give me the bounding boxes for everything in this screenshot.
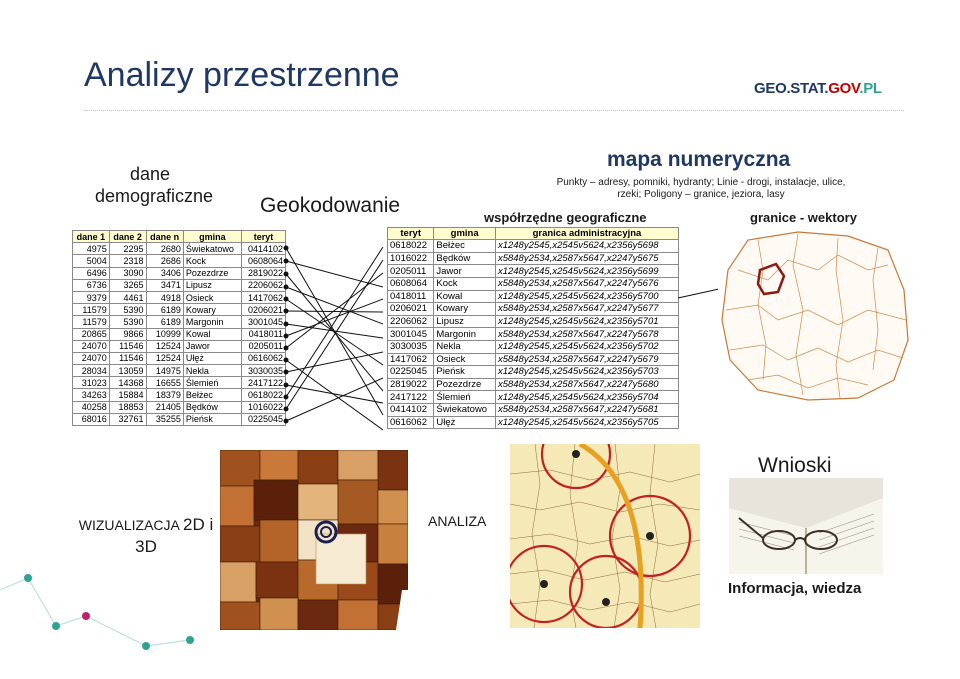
table-cell: Ułęż (183, 352, 241, 364)
table-cell: Kowal (434, 290, 496, 303)
table-cell: 3471 (146, 279, 183, 291)
table-row (388, 366, 679, 379)
table-cell: 40258 (73, 401, 110, 413)
table-cell: Nekla (434, 340, 496, 353)
wizualizacja-2d: 2D i (183, 515, 214, 534)
table-cell: 16655 (146, 377, 183, 389)
table-row (73, 243, 286, 255)
table-cell: Ułęż (434, 416, 496, 429)
table-cell: Bełżec (434, 240, 496, 253)
table-row (388, 277, 679, 290)
table-cell: 14368 (109, 377, 146, 389)
table-cell: 6496 (73, 267, 110, 279)
table-cell: x5848y2534,x2587x5647,x2247y5676 (495, 277, 678, 290)
column-header: dane 1 (73, 231, 110, 243)
table-row (388, 265, 679, 278)
slide-title: Analizy przestrzenne (84, 56, 400, 94)
mapa-numeryczna-label: mapa numeryczna (607, 148, 791, 171)
wizualizacja-label (66, 514, 226, 558)
table-cell: Jawor (183, 340, 241, 352)
table-row (73, 401, 286, 413)
wspolrzedne-label: współrzędne geograficzne (484, 210, 647, 225)
table-cell: 11579 (73, 304, 110, 316)
table-cell: 18379 (146, 389, 183, 401)
table-cell: Kowal (183, 328, 241, 340)
table-header-row (73, 231, 286, 243)
table-cell: x5848y2534,x2587x5647,x2247y5677 (495, 303, 678, 316)
decorative-network-graphic (0, 560, 220, 679)
table-row (388, 252, 679, 265)
table-cell: x1248y2545,x2545v5624,x2356y5699 (495, 265, 678, 278)
column-header: granica administracyjna (495, 228, 678, 240)
table-cell: 6189 (146, 304, 183, 316)
table-cell: 68016 (73, 413, 110, 425)
table-cell: Jawor (434, 265, 496, 278)
column-header: gmina (434, 228, 496, 240)
table-row (388, 290, 679, 303)
table-cell: 2819022 (242, 267, 286, 279)
table-cell: Osieck (183, 291, 241, 303)
table-cell: 0205011 (242, 340, 286, 352)
table-cell: 5004 (73, 255, 110, 267)
table-cell: 15884 (109, 389, 146, 401)
table-row (73, 340, 286, 352)
column-header: gmina (183, 231, 241, 243)
logo-part-pl: .PL (859, 80, 882, 97)
table-cell: 0225045 (242, 413, 286, 425)
table-cell: 3001045 (242, 316, 286, 328)
table-cell: 4975 (73, 243, 110, 255)
table-cell: 3090 (109, 267, 146, 279)
table-cell: 31023 (73, 377, 110, 389)
table-row (388, 391, 679, 404)
table-cell: 6189 (146, 316, 183, 328)
table-row (73, 352, 286, 364)
analiza-label: ANALIZA (428, 513, 487, 529)
table-cell: 0205011 (388, 265, 434, 278)
table-cell: 12524 (146, 352, 183, 364)
table-row (73, 304, 286, 316)
table-row (73, 255, 286, 267)
table-cell: 9866 (109, 328, 146, 340)
title-divider (84, 110, 904, 111)
table-cell: 1016022 (242, 401, 286, 413)
wizualizacja-3d: 3D (135, 537, 157, 556)
table-cell: 0618022 (242, 389, 286, 401)
wizualizacja-word: WIZUALIZACJA (78, 517, 180, 533)
table-cell: Margonin (434, 328, 496, 341)
table-row (388, 328, 679, 341)
column-header: dane 2 (109, 231, 146, 243)
table-row (388, 378, 679, 391)
table-cell: x1248y2545,x2545v5624,x2356y5702 (495, 340, 678, 353)
mapa-numeryczna-description: Punkty – adresy, pomniki, hydranty; Linie - drogi, instalacje, ulice, rzeki; Poligony – granice, jeziora, lasy (556, 177, 846, 200)
table-cell: 24070 (73, 340, 110, 352)
table-cell: 21405 (146, 401, 183, 413)
table-cell: Pozezdrze (183, 267, 241, 279)
geo-coordinates-table (387, 227, 679, 429)
logo-part-gov: GOV (828, 80, 860, 97)
table-row (388, 315, 679, 328)
table-cell: 2295 (109, 243, 146, 255)
table-cell: Kowary (183, 304, 241, 316)
table-row (73, 291, 286, 303)
table-row (388, 340, 679, 353)
table-cell: 18853 (109, 401, 146, 413)
table-cell: x1248y2545,x2545v5624,x2356y5705 (495, 416, 678, 429)
table-cell: Ślemień (434, 391, 496, 404)
table-cell: Lipusz (434, 315, 496, 328)
table-cell: Świekatowo (434, 403, 496, 416)
demographic-data-table (72, 230, 286, 426)
table-cell: x5848y2534,x2587x5647,x2247y5679 (495, 353, 678, 366)
table-cell: 20865 (73, 328, 110, 340)
table-cell: 9379 (73, 291, 110, 303)
table-cell: Kowary (434, 303, 496, 316)
table-cell: x5848y2534,x2587x5647,x2247y5680 (495, 378, 678, 391)
table-cell: 11579 (73, 316, 110, 328)
table-cell: Bełżec (183, 389, 241, 401)
table-cell: 2417122 (242, 377, 286, 389)
table-cell: 0414102 (242, 243, 286, 255)
table-cell: 3030035 (242, 365, 286, 377)
book-with-glasses-image (729, 478, 883, 574)
table-cell: 11546 (109, 352, 146, 364)
table-cell: x1248y2545,x2545v5624,x2356y5698 (495, 240, 678, 253)
table-row (73, 365, 286, 377)
geostat-logo[interactable] (754, 80, 882, 97)
table-cell: 24070 (73, 352, 110, 364)
table-row (73, 267, 286, 279)
table-cell: 11546 (109, 340, 146, 352)
table-cell: Kock (434, 277, 496, 290)
table-cell: 5390 (109, 316, 146, 328)
table-cell: 3265 (109, 279, 146, 291)
table-cell: Kock (183, 255, 241, 267)
table-row (73, 413, 286, 425)
table-cell: 0418011 (242, 328, 286, 340)
table-row (73, 377, 286, 389)
table-cell: Będków (434, 252, 496, 265)
table-cell: 3001045 (388, 328, 434, 341)
table-cell: x5848y2534,x2587x5647,x2247y5675 (495, 252, 678, 265)
table-row (388, 416, 679, 429)
table-cell: x5848y2534,x2587x5647,x2247y5678 (495, 328, 678, 341)
table-cell: 34263 (73, 389, 110, 401)
informacja-wiedza-label: Informacja, wiedza (728, 580, 862, 597)
geokodowanie-label: Geokodowanie (260, 194, 401, 217)
table-row (73, 316, 286, 328)
column-header: dane n (146, 231, 183, 243)
table-cell: 0608064 (388, 277, 434, 290)
table-cell: x1248y2545,x2545v5624,x2356y5700 (495, 290, 678, 303)
table-cell: 1417062 (388, 353, 434, 366)
table-cell: Lipusz (183, 279, 241, 291)
table-cell: 10999 (146, 328, 183, 340)
table-cell: Nekla (183, 365, 241, 377)
table-cell: 13059 (109, 365, 146, 377)
dane-demograficzne-label: dane demograficzne (95, 164, 214, 206)
table-cell: 0206021 (242, 304, 286, 316)
table-row (388, 403, 679, 416)
table-cell: 3406 (146, 267, 183, 279)
table-cell: 2686 (146, 255, 183, 267)
table-cell: Pieńsk (183, 413, 241, 425)
table-cell: 0618022 (388, 240, 434, 253)
table-cell: 2819022 (388, 378, 434, 391)
table-cell: Pieńsk (434, 366, 496, 379)
table-row (388, 353, 679, 366)
table-cell: Margonin (183, 316, 241, 328)
table-cell: 3030035 (388, 340, 434, 353)
table-cell: x1248y2545,x2545v5624,x2356y5704 (495, 391, 678, 404)
table-cell: Pozezdrze (434, 378, 496, 391)
table-cell: x1248y2545,x2545v5624,x2356y5701 (495, 315, 678, 328)
table-cell: 4461 (109, 291, 146, 303)
table-cell: 2206062 (388, 315, 434, 328)
column-header: teryt (242, 231, 286, 243)
table-cell: 0608064 (242, 255, 286, 267)
table-cell: Będków (183, 401, 241, 413)
logo-part-geostat: GEO.STAT. (754, 80, 829, 97)
table-row (73, 389, 286, 401)
table-row (73, 279, 286, 291)
table-cell: 12524 (146, 340, 183, 352)
table-cell: 2417122 (388, 391, 434, 404)
table-cell: 0616062 (242, 352, 286, 364)
column-header: teryt (388, 228, 434, 240)
granice-wektory-label: granice - wektory (750, 210, 857, 225)
table-cell: 6736 (73, 279, 110, 291)
table-cell: 0616062 (388, 416, 434, 429)
buffer-analysis-map (510, 444, 700, 628)
table-cell: 0418011 (388, 290, 434, 303)
table-cell: 1417062 (242, 291, 286, 303)
table-cell: 0206021 (388, 303, 434, 316)
table-cell: 4918 (146, 291, 183, 303)
table-cell: 0414102 (388, 403, 434, 416)
table-row (73, 328, 286, 340)
table-row (388, 303, 679, 316)
table-cell: 2206062 (242, 279, 286, 291)
table-cell: 2318 (109, 255, 146, 267)
table-row (388, 240, 679, 253)
table-cell: Ślemień (183, 377, 241, 389)
vector-boundaries-map (718, 230, 914, 402)
table-cell: Świekatowo (183, 243, 241, 255)
table-cell: 32761 (109, 413, 146, 425)
table-cell: 35255 (146, 413, 183, 425)
table-cell: 2680 (146, 243, 183, 255)
table-cell: 14975 (146, 365, 183, 377)
table-cell: 28034 (73, 365, 110, 377)
table-cell: x5848y2534,x2587x5647,x2247y5681 (495, 403, 678, 416)
table-cell: x1248y2545,x2545v5624,x2356y5703 (495, 366, 678, 379)
choropleth-map (220, 450, 408, 630)
wnioski-label: Wnioski (758, 454, 832, 477)
table-cell: Osieck (434, 353, 496, 366)
table-cell: 1016022 (388, 252, 434, 265)
table-cell: 5390 (109, 304, 146, 316)
table-header-row (388, 228, 679, 240)
table-cell: 0225045 (388, 366, 434, 379)
